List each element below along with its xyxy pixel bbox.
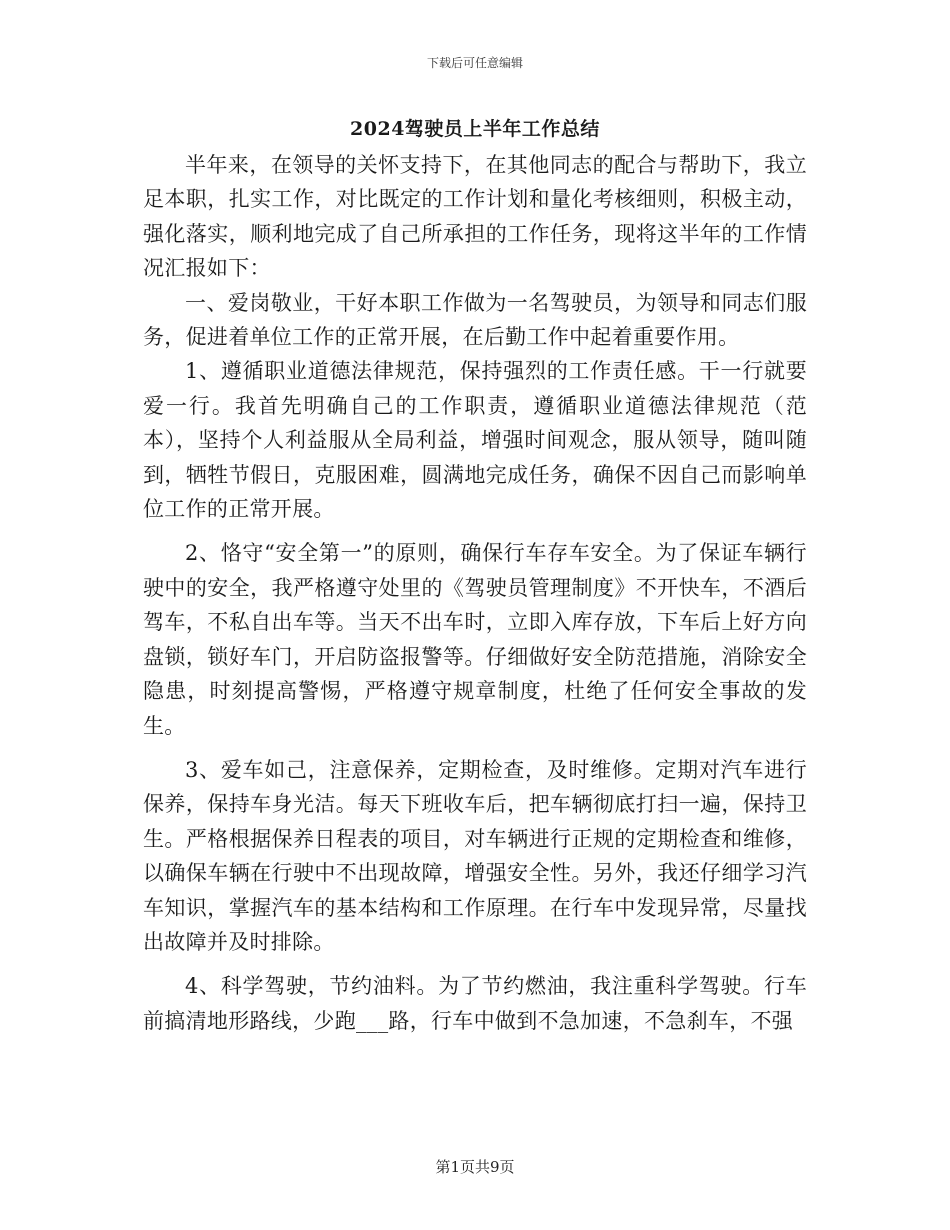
page-footer: 第1页共9页 (435, 1158, 515, 1176)
paragraph-item-4: 4、科学驾驶，节约油料。为了节约燃油，我注重科学驾驶。行车前搞清地形路线，少跑___路，行车中做到不急加速，不急刹车，不强 (143, 974, 807, 1033)
document-body (143, 148, 807, 1038)
paragraph-item-1: 1、遵循职业道德法律规范，保持强烈的工作责任感。干一行就要爱一行。我首先明确自己的工作职责，遵循职业道德法律规范（范本），坚持个人利益服从全局利益，增强时间观念，服从领导，随叫随到，牺牲节假日，克服困难，圆满地完成任务，确保不因自己而影响单位工作的正常开展。 (143, 359, 807, 522)
document-title: 2024驾驶员上半年工作总结 (350, 118, 600, 140)
paragraph-item-2: 2、恪守“安全第一”的原则，确保行车存车安全。为了保证车辆行驶中的安全，我严格遵守处里的《驾驶员管理制度》不开快车，不酒后驾车，不私自出车等。当天不出车时，立即入库存放，下车后上好方向盘锁，锁好车门，开启防盗报警等。仔细做好安全防范措施，消除安全隐患，时刻提高警惕，严格遵守规章制度，杜绝了任何安全事故的发生。 (143, 541, 807, 738)
paragraph-intro: 半年来，在领导的关怀支持下，在其他同志的配合与帮助下，我立足本职，扎实工作，对比既定的工作计划和量化考核细则，积极主动，强化落实，顺利地完成了自己所承担的工作任务，现将这半年的工作情况汇报如下： (143, 153, 807, 281)
paragraph-section-1: 一、爱岗敬业，干好本职工作做为一名驾驶员，为领导和同志们服务，促进着单位工作的正常开展，在后勤工作中起着重要作用。 (143, 290, 807, 350)
paragraph-item-3: 3、爱车如己，注意保养，定期检查，及时维修。定期对汽车进行保养，保持车身光洁。每天下班收车后，把车辆彻底打扫一遍，保持卫生。严格根据保养日程表的项目，对车辆进行正规的定期检查和维修，以确保车辆在行驶中不出现故障，增强安全性。另外，我还仔细学习汽车知识，掌握汽车的基本结构和工作原理。在行车中发现异常，尽量找出故障并及时排除。 (143, 757, 807, 954)
page-header-note: 下载后可任意编辑 (426, 56, 523, 70)
